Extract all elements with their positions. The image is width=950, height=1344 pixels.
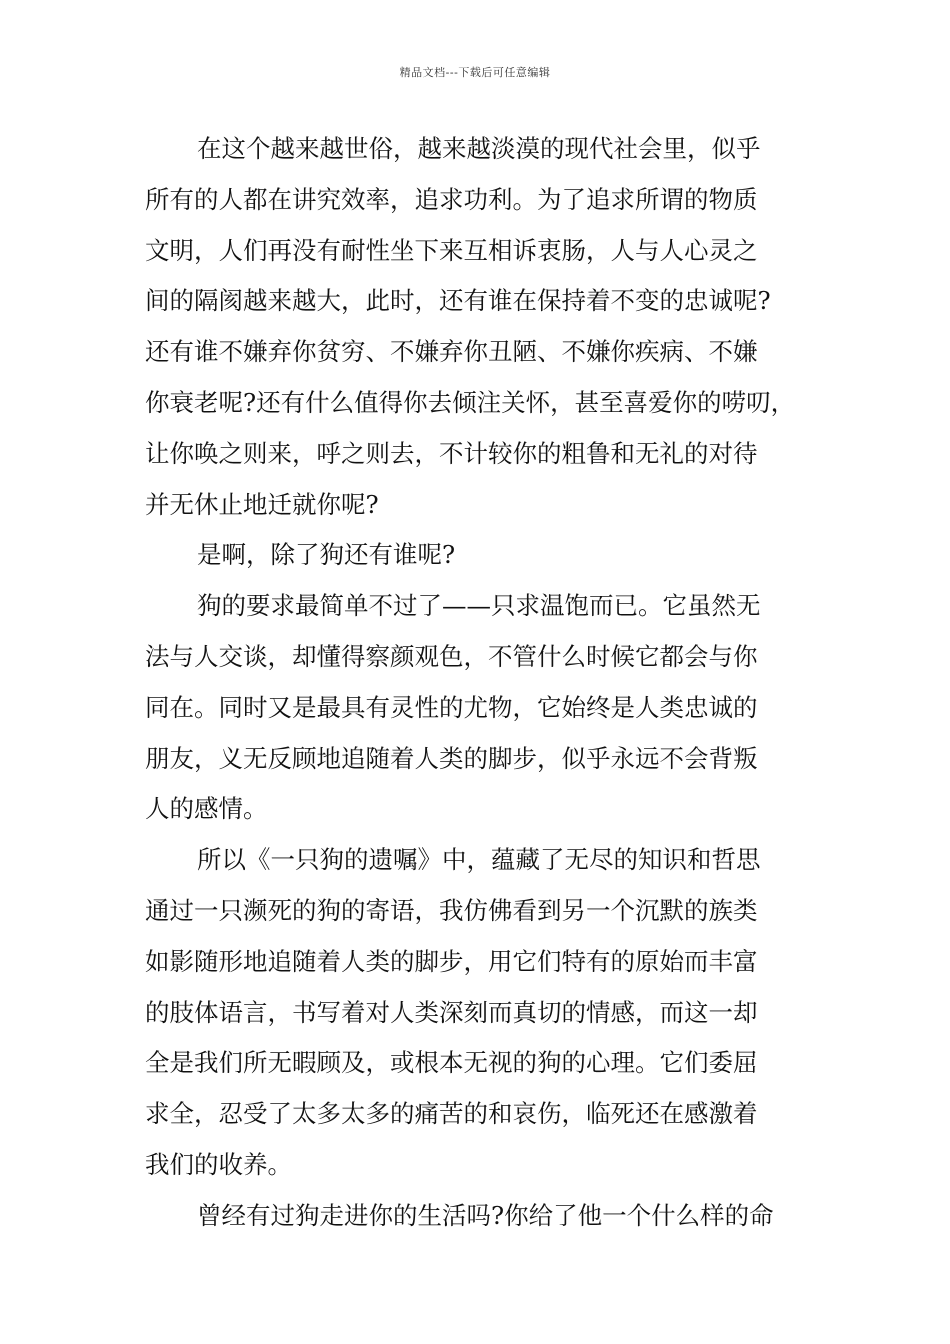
text-line: 曾经有过狗走进你的生活吗?你给了他一个什么样的命 xyxy=(197,1200,774,1230)
text-line: 狗的要求最简单不过了——只求温饱而已。它虽然无 xyxy=(197,591,761,621)
text-line: 所有的人都在讲究效率，追求功利。为了追求所谓的物质 xyxy=(145,184,758,214)
text-line: 是啊，除了狗还有谁呢? xyxy=(197,540,456,570)
text-line: 朋友，义无反顾地追随着人类的脚步，似乎永远不会背叛 xyxy=(145,743,758,773)
text-line: 人的感情。 xyxy=(145,794,268,824)
text-line: 间的隔阂越来越大，此时，还有谁在保持着不变的忠诚呢? xyxy=(145,286,771,316)
text-line: 求全，忍受了太多太多的痛苦的和哀伤，临死还在感激着 xyxy=(145,1099,758,1129)
page-header: 精品文档---下载后可任意编辑 xyxy=(399,66,551,79)
text-line: 全是我们所无暇顾及，或根本无视的狗的心理。它们委屈 xyxy=(145,1048,758,1078)
text-line: 如影随形地追随着人类的脚步，用它们特有的原始而丰富 xyxy=(145,946,758,976)
text-line: 法与人交谈，却懂得察颜观色，不管什么时候它都会与你 xyxy=(145,641,758,671)
text-line: 在这个越来越世俗，越来越淡漠的现代社会里，似乎 xyxy=(197,134,761,163)
text-line: 你衰老呢?还有什么值得你去倾注关怀，甚至喜爱你的唠叨， xyxy=(145,387,796,417)
text-line: 通过一只濒死的狗的寄语，我仿佛看到另一个沉默的族类 xyxy=(145,895,758,925)
text-line: 让你唤之则来，呼之则去，不计较你的粗鲁和无礼的对待 xyxy=(145,438,758,468)
text-line: 还有谁不嫌弃你贫穷、不嫌弃你丑陋、不嫌你疾病、不嫌 xyxy=(145,337,758,367)
text-line: 所以《一只狗的遗嘱》中，蕴藏了无尽的知识和哲思 xyxy=(197,845,761,875)
text-line: 文明，人们再没有耐性坐下来互相诉衷肠，人与人心灵之 xyxy=(145,235,758,265)
text-line: 我们的收养。 xyxy=(145,1149,292,1179)
text-line: 同在。同时又是最具有灵性的尤物，它始终是人类忠诚的 xyxy=(145,692,758,722)
text-line: 的肢体语言，书写着对人类深刻而真切的情感，而这一却 xyxy=(145,997,758,1027)
document-body xyxy=(145,124,810,1242)
text-line: 并无休止地迁就你呢? xyxy=(145,489,379,519)
